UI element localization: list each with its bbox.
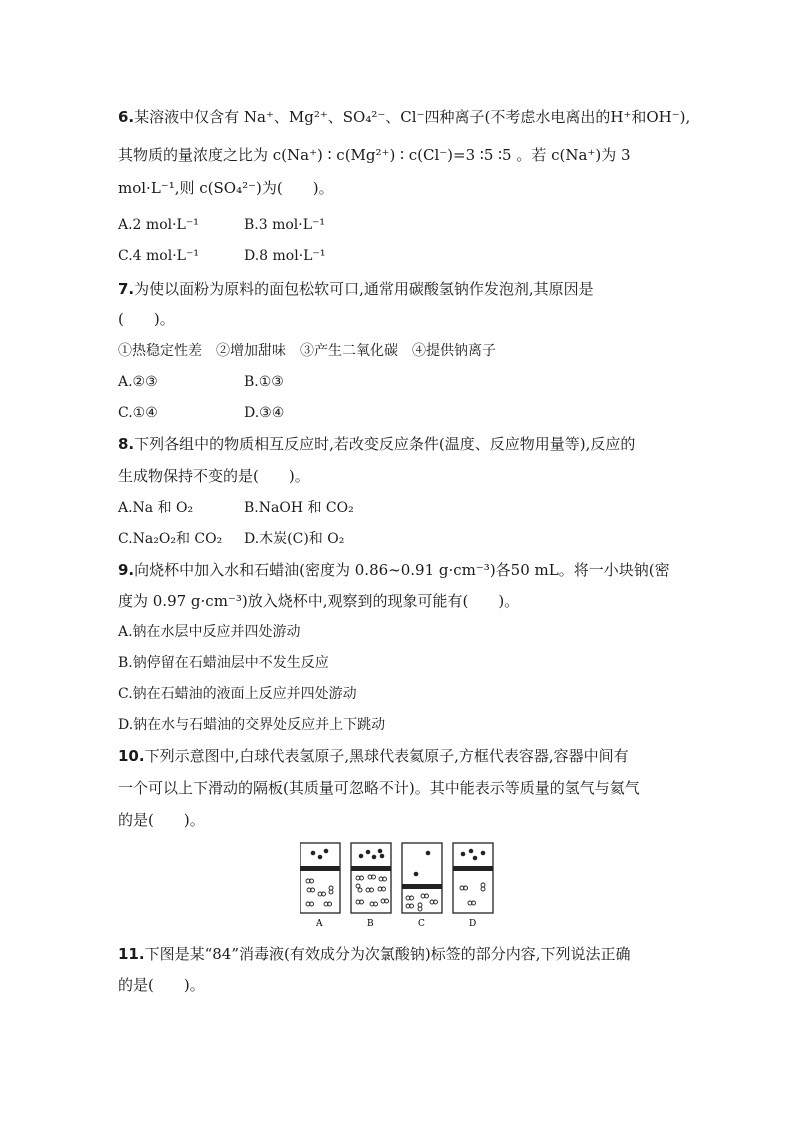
q8-text-1: 下列各组中的物质相互反应时,若改变反应条件(温度、反应物用量等),反应的	[134, 435, 636, 453]
q10-text-1: 下列示意图中,白球代表氢原子,黑球代表氦原子,方框代表容器,容器中间有	[144, 747, 629, 765]
q8-option-b: B.NaOH 和 CO₂	[244, 500, 354, 516]
q10-line-2: 一个可以上下滑动的隔板(其质量可忽略不计)。其中能表示等质量的氢气与氦气	[118, 779, 640, 797]
q6-line-2: 其物质的量浓度之比为 c(Na⁺) ∶ c(Mg²⁺) ∶ c(Cl⁻)=3 ∶5 ∶5 。若 c(Na⁺)为 3	[118, 146, 631, 164]
q7-statements: ①热稳定性差 ②增加甜味 ③产生二氧化碳 ④提供钠离子	[118, 343, 496, 359]
q7-line-2: ( )。	[118, 310, 175, 328]
q6-option-a: A.2 mol·L⁻¹	[118, 217, 199, 233]
label-d: D	[469, 919, 477, 929]
q8-line-2: 生成物保持不变的是( )。	[118, 467, 310, 485]
label-b: B	[367, 919, 374, 929]
q6-option-d: D.8 mol·L⁻¹	[244, 248, 326, 264]
q6-line-1	[118, 107, 690, 127]
q10-line-3: 的是( )。	[118, 811, 205, 829]
q11-text-1: 下图是某“84”消毒液(有效成分为次氯酸钠)标签的部分内容,下列说法正确	[144, 945, 631, 963]
q9-line-2: 度为 0.97 g·cm⁻³)放入烧杯中,观察到的现象可能有( )。	[118, 592, 520, 610]
q9-option-d: D.钠在水与石蜡油的交界处反应并上下跳动	[118, 717, 386, 733]
q7-option-b: B.①③	[244, 374, 284, 390]
q11-number: 11.	[118, 945, 145, 963]
q7-number: 7.	[118, 280, 135, 298]
label-c: C	[418, 919, 425, 929]
q9-number: 9.	[118, 561, 135, 579]
q8-number: 8.	[118, 435, 135, 453]
q10-container-diagram	[300, 842, 500, 932]
q9-option-a: A.钠在水层中反应并四处游动	[118, 624, 301, 640]
q6-line-3: mol·L⁻¹,则 c(SO₄²⁻)为( )。	[118, 179, 334, 197]
q7-option-c: C.①④	[118, 405, 158, 421]
q7-text-1: 为使以面粉为原料的面包松软可口,通常用碳酸氢钠作发泡剂,其原因是	[134, 280, 594, 298]
q7-option-d: D.③④	[244, 405, 285, 421]
q9-option-b: B.钠停留在石蜡油层中不发生反应	[118, 655, 329, 671]
q8-line-1	[118, 434, 635, 454]
label-a: A	[316, 919, 323, 929]
q9-text-1: 向烧杯中加入水和石蜡油(密度为 0.86~0.91 g·cm⁻³)各50 mL。将一小块钠(密	[134, 561, 670, 579]
q10-number: 10.	[118, 747, 145, 765]
q7-option-a: A.②③	[118, 374, 158, 390]
q6-text-1: 某溶液中仅含有 Na⁺、Mg²⁺、SO₄²⁻、Cl⁻四种离子(不考虑水电离出的H⁺和OH⁻),	[134, 108, 691, 126]
q7-line-1	[118, 279, 594, 299]
q10-line-1	[118, 746, 629, 766]
q8-option-c: C.Na₂O₂和 CO₂	[118, 531, 223, 547]
q6-option-b: B.3 mol·L⁻¹	[244, 217, 326, 233]
q6-number: 6.	[118, 108, 135, 126]
q9-option-c: C.钠在石蜡油的液面上反应并四处游动	[118, 686, 357, 702]
q8-option-a: A.Na 和 O₂	[118, 500, 194, 516]
container-a	[300, 843, 340, 913]
container-d	[453, 843, 493, 913]
container-b	[351, 843, 391, 913]
container-c	[402, 843, 442, 913]
q9-line-1	[118, 560, 670, 580]
q11-line-2: 的是( )。	[118, 976, 205, 994]
q8-option-d: D.木炭(C)和 O₂	[244, 531, 345, 547]
q6-option-c: C.4 mol·L⁻¹	[118, 248, 199, 264]
q11-line-1	[118, 944, 630, 964]
